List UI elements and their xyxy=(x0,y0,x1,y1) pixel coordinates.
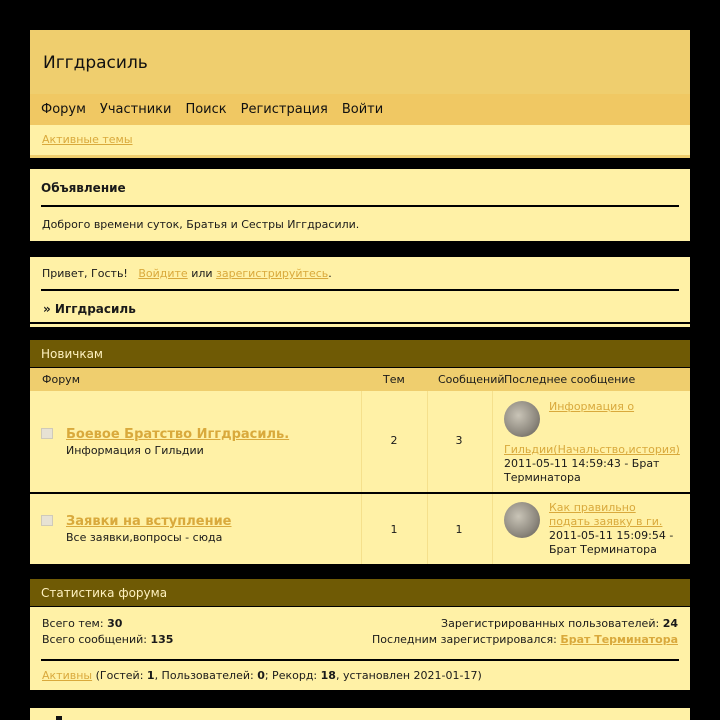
forum-row xyxy=(30,391,690,492)
registered-users-value: 24 xyxy=(662,617,678,630)
menu-item-search[interactable]: Поиск xyxy=(185,102,227,117)
members-value: 0 xyxy=(257,669,265,682)
total-posts xyxy=(42,633,173,646)
active-topics-link[interactable]: Активные темы xyxy=(42,133,133,146)
forum-table-header xyxy=(30,368,690,391)
col-topics: Тем xyxy=(383,373,405,386)
last-registered-label: Последним зарегистрировался: xyxy=(372,633,557,646)
next-section-edge xyxy=(30,708,690,720)
forum-status-icon xyxy=(41,428,53,439)
guests-value: 1 xyxy=(146,669,155,682)
register-link[interactable]: зарегистрируйтесь xyxy=(216,267,329,280)
menu-item-login[interactable]: Войти xyxy=(341,102,384,117)
total-topics xyxy=(42,617,122,630)
cell-divider xyxy=(492,391,493,492)
forum-row xyxy=(30,494,690,564)
cell-divider xyxy=(361,391,362,492)
record-label: ; Рекорд: xyxy=(264,669,318,682)
announcement-divider xyxy=(41,205,679,207)
last-post-meta: 2011-05-11 14:59:43 - Брат xyxy=(504,457,660,470)
announcement-bottom-rule xyxy=(30,241,690,243)
forum-topics-count: 2 xyxy=(390,434,398,447)
stats-divider xyxy=(41,659,679,661)
menu-item-forum[interactable]: Форум xyxy=(41,102,86,117)
cell-divider xyxy=(361,494,362,564)
col-last-post: Последнее сообщение xyxy=(504,373,636,386)
guest-box xyxy=(30,257,690,327)
category-title: Новичкам xyxy=(30,340,690,367)
next-section-glyph xyxy=(56,716,62,720)
forum-status-icon xyxy=(41,515,53,526)
forum-name-link[interactable]: Заявки на вступление xyxy=(66,514,232,529)
total-topics-label: Всего тем: xyxy=(42,617,104,630)
menu-item-register[interactable]: Регистрация xyxy=(240,102,328,117)
menu-item-members[interactable]: Участники xyxy=(99,102,172,117)
guests-label: (Гостей: xyxy=(95,669,144,682)
online-users-link[interactable]: Активны xyxy=(42,669,93,682)
cell-divider xyxy=(492,494,493,564)
last-post-link-cont[interactable]: подать заявку в ги. xyxy=(549,515,663,528)
last-registered xyxy=(372,633,678,646)
announcement-text: Доброго времени суток, Братья и Сестры Иггдрасили. xyxy=(42,218,360,231)
active-topics-bar xyxy=(30,125,690,153)
guest-bottom-rule xyxy=(30,322,690,324)
last-post-link[interactable]: Как правильно xyxy=(549,501,636,514)
forum-category xyxy=(30,340,690,568)
breadcrumb: » Иггдрасиль xyxy=(43,302,136,316)
cell-divider xyxy=(427,391,428,492)
cell-divider xyxy=(427,494,428,564)
guest-greeting: Привет, Гость! xyxy=(42,267,128,280)
login-link[interactable]: Войдите xyxy=(138,267,188,280)
guest-dot: . xyxy=(328,267,332,280)
registered-users-label: Зарегистрированных пользователей: xyxy=(441,617,660,630)
record-date: , установлен 2021-01-17) xyxy=(335,669,482,682)
total-topics-value: 30 xyxy=(107,617,123,630)
last-post-author: Терминатора xyxy=(504,471,581,484)
announcement-heading: Объявление xyxy=(41,181,126,195)
forum-posts-count: 1 xyxy=(455,523,463,536)
avatar xyxy=(504,502,540,538)
forum-description: Информация о Гильдии xyxy=(66,444,204,457)
stats-title: Статистика форума xyxy=(30,579,690,606)
record-value: 18 xyxy=(320,669,336,682)
last-post-meta: 2011-05-11 15:09:54 - xyxy=(549,529,674,542)
forum-stats xyxy=(30,579,690,699)
last-post-link-cont[interactable]: Гильдии(Начальство,история) xyxy=(504,443,680,456)
col-forum: Форум xyxy=(42,373,80,386)
forum-description: Все заявки,вопросы - сюда xyxy=(66,531,223,544)
total-posts-label: Всего сообщений: xyxy=(42,633,147,646)
total-posts-value: 135 xyxy=(150,633,174,646)
stats-body xyxy=(30,607,690,690)
members-label: , Пользователей: xyxy=(154,669,254,682)
main-menu xyxy=(30,94,690,125)
guest-greeting-line xyxy=(42,267,332,280)
last-post-author: Брат Терминатора xyxy=(549,543,657,556)
announcement-box xyxy=(30,169,690,243)
site-title: Иггдрасиль xyxy=(43,53,148,73)
forum-posts-count: 3 xyxy=(455,434,463,447)
registered-users xyxy=(441,617,678,630)
avatar xyxy=(504,401,540,437)
or-text: или xyxy=(191,267,213,280)
guest-divider xyxy=(41,289,679,291)
forum-name-link[interactable]: Боевое Братство Иггдрасиль. xyxy=(66,427,290,442)
header-divider xyxy=(30,153,690,155)
last-post-link[interactable]: Информация о xyxy=(549,400,635,413)
col-posts: Сообщений xyxy=(438,373,505,386)
online-line xyxy=(42,669,482,682)
site-header xyxy=(30,30,690,158)
last-registered-user-link[interactable]: Брат Терминатора xyxy=(560,633,678,646)
forum-topics-count: 1 xyxy=(390,523,398,536)
